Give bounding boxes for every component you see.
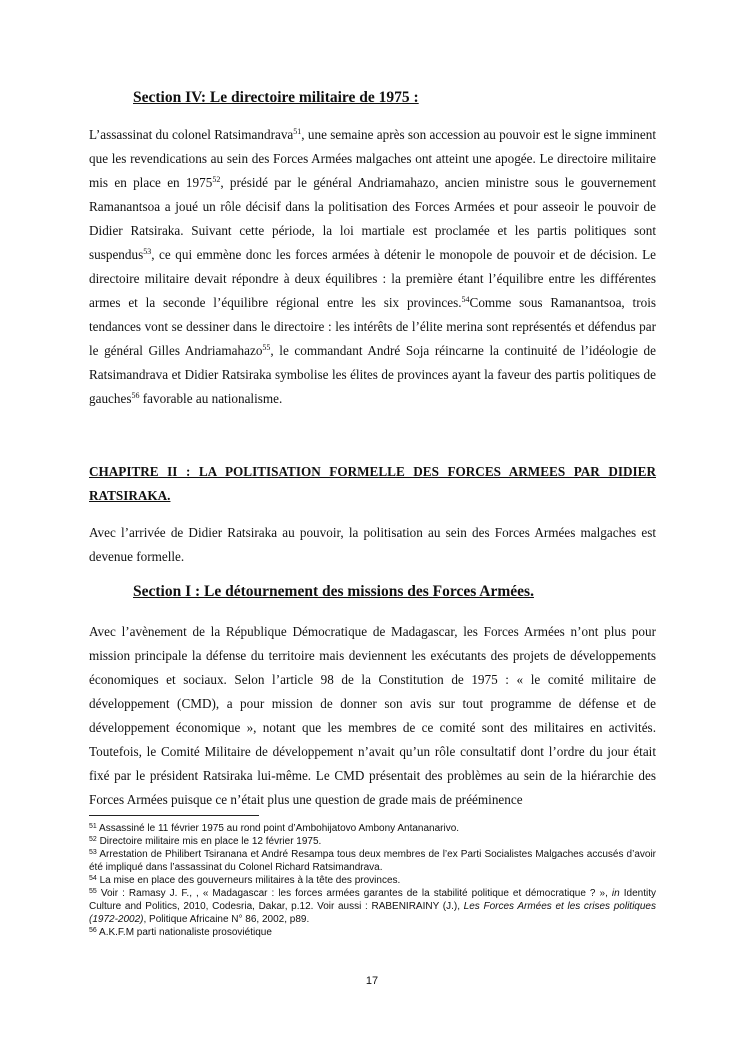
chapter-intro-paragraph: Avec l’arrivée de Didier Ratsiraka au pouvoir, la politisation au sein des Forces Armées malgaches est devenue formelle.	[89, 525, 656, 564]
section-i-paragraph: Avec l’avènement de la République Démocratique de Madagascar, les Forces Armées n’ont plus pour mission principale la défense du territoire mais deviennent les exécutants des projets de développements économiques et sociaux. Selon l’article 98 de la Constitution de 1975 : « le comité militaire de développement (CMD), a pour mission de donner son avis sur tout programme de défense et de développement économique », notant que les membres de ce comité sont des militaires en activités. Toutefois, le Comité Militaire de développement n’avait qu’un rôle consultatif dont l’ordre du jour était fixé par le président Ratsiraka lui-même. Le CMD présentait des problèmes au sein de la hiérarchie des Forces Armées puisque ce n’était plus une question de grade mais de prééminence	[89, 624, 656, 807]
footnote-54: $^{54}$ La mise en place des gouverneurs militaires à la tête des provinces.	[89, 875, 401, 886]
chapter-ii-heading: CHAPITRE II : LA POLITISATION FORMELLE DES FORCES ARMEES PAR DIDIER RATSIRAKA.	[89, 464, 656, 503]
footnote-51: $^{51}$ Assassiné le 11 février 1975 au rond point d’Ambohijatovo Ambony Antananarivo.	[89, 823, 460, 834]
section-i-heading: Section I : Le détournement des missions des Forces Armées.	[133, 583, 534, 600]
footnote-52: $^{52}$ Directoire militaire mis en place le 12 février 1975.	[89, 836, 322, 847]
footnote-56: $^{56}$ A.K.F.M parti nationaliste prosoviétique	[89, 927, 272, 938]
footnote-55: $^{55}$ Voir : Ramasy J. F., , « Madagascar : les forces armées garantes de la stabilité politique et démocratique ? », in Identity Culture and Politics, 2010, Codesria, Dakar, p.12. Voir aussi : RABENIRAINY (J.), Les Forces Armées et les crises politiques (1972-2002), Politique Africaine N° 86, 2002, p89.	[89, 888, 656, 925]
footnote-divider	[89, 815, 259, 816]
footnote-ref-51[interactable]: 51	[293, 127, 302, 136]
footnote-ref-55[interactable]: 55	[262, 343, 271, 352]
footnote-ref-53[interactable]: 53	[143, 247, 152, 256]
footnote-53: $^{53}$ Arrestation de Philibert Tsiranana et André Resampa tous deux membres de l’ex Parti Socialistes Malgaches accusés d’avoir été impliqué dans l’assassinat du Colonel Richard Ratsimandrava.	[89, 849, 656, 873]
footnote-ref-52[interactable]: 52	[212, 175, 221, 184]
section-iv-heading: Section IV: Le directoire militaire de 1975 :	[133, 89, 419, 106]
footnote-ref-56[interactable]: 56	[131, 391, 140, 400]
section-iv-paragraph: L’assassinat du colonel Ratsimandrava$^{51}$, une semaine après son accession au pouvoir est le signe imminent que les revendications au sein des Forces Armées malgaches ont atteint une apogée. Le directoire militaire mis en place en 1975$^{52}$, présidé par le général Andriamahazo, ancien ministre sous le gouvernement Ramanantsoa a joué un rôle décisif dans la politisation des Forces Armées et pour asseoir le pouvoir de Didier Ratsiraka. Suivant cette période, la loi martiale est proclamée et les partis politiques sont suspendus$^{53}$, ce qui emmène donc les forces armées à détenir le monopole de pouvoir et de décision. Le directoire militaire devait répondre à deux équilibres : la première étant l’équilibre entre les différentes armes et la seconde l’équilibre régional entre les six provinces.$^{54}$Comme sous Ramanantsoa, trois tendances vont se dessiner dans le directoire : les intérêts de l’élite merina sont représentés et défendus par le général Gilles Andriamahazo$^{55}$, le commandant André Soja réincarne la continuité de l’idéologie de Ratsimandrava et Didier Ratsiraka symbolise les élites de provinces ayant la faveur des partis politiques de gauches$^{56}$ favorable au nationalisme.	[89, 127, 657, 406]
footnotes	[89, 822, 656, 939]
page-number: 17	[365, 975, 379, 987]
footnote-ref-54[interactable]: 54	[461, 295, 470, 304]
